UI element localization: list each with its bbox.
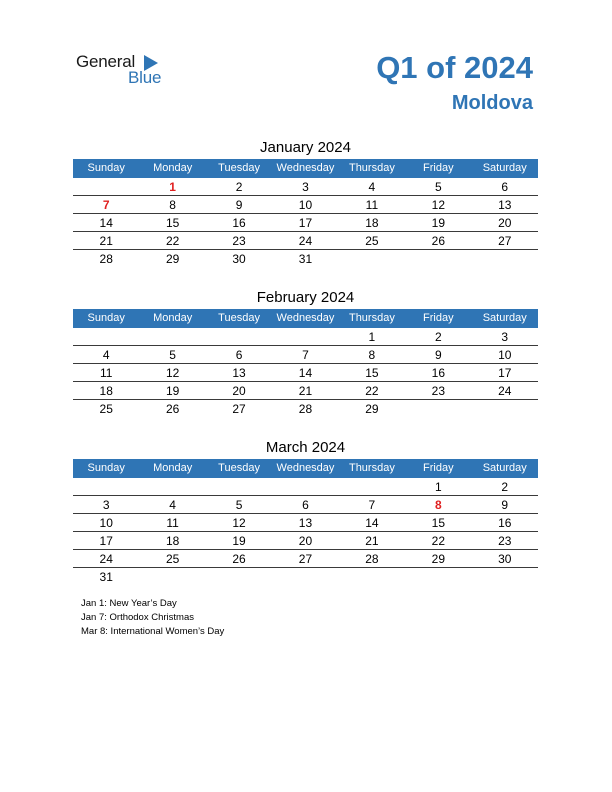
country-name: Moldova bbox=[451, 92, 533, 114]
day-cell: 6 bbox=[235, 348, 243, 362]
day-cell: 17 bbox=[99, 534, 113, 548]
day-cell: 9 bbox=[501, 498, 509, 512]
day-cell: 2 bbox=[235, 180, 243, 194]
day-cell: 8 bbox=[368, 348, 376, 362]
weekday-label: Wednesday bbox=[276, 312, 335, 324]
day-cell: 22 bbox=[365, 384, 379, 398]
day-cell: 28 bbox=[99, 252, 113, 266]
month-february bbox=[73, 287, 538, 417]
day-cell: 10 bbox=[498, 348, 512, 362]
weekday-label: Wednesday bbox=[276, 462, 335, 474]
day-cell: 7 bbox=[302, 348, 309, 362]
day-cell bbox=[472, 250, 538, 267]
day-cell: 27 bbox=[298, 552, 313, 566]
day-cell: 16 bbox=[431, 366, 445, 380]
day-cell: 25 bbox=[165, 552, 180, 566]
day-cell: 26 bbox=[232, 552, 246, 566]
day-cell: 11 bbox=[365, 198, 379, 212]
day-cell: 29 bbox=[365, 402, 379, 416]
month-january bbox=[73, 137, 538, 267]
day-cell bbox=[272, 478, 338, 495]
week-row bbox=[73, 196, 538, 214]
day-cell bbox=[206, 568, 272, 585]
day-cell: 17 bbox=[498, 366, 512, 380]
weekday-label: Sunday bbox=[87, 462, 125, 474]
week-row bbox=[73, 178, 538, 196]
week-row bbox=[73, 514, 538, 532]
day-cell: 21 bbox=[99, 234, 113, 248]
day-cell: 25 bbox=[99, 402, 113, 416]
day-cell: 13 bbox=[498, 198, 512, 212]
holiday-note: Jan 1: New Year’s Day bbox=[81, 598, 177, 609]
day-cell: 12 bbox=[431, 198, 445, 212]
day-cell bbox=[206, 328, 272, 345]
day-cell bbox=[339, 250, 405, 267]
day-cell: 25 bbox=[365, 234, 379, 248]
day-cell: 27 bbox=[232, 402, 246, 416]
day-cell bbox=[73, 328, 139, 345]
week-row bbox=[73, 496, 538, 514]
month-title: March 2024 bbox=[265, 439, 346, 456]
month-title: January 2024 bbox=[260, 139, 351, 156]
day-cell: 4 bbox=[102, 348, 110, 362]
day-cell: 7 bbox=[368, 498, 376, 512]
week-row bbox=[73, 328, 538, 346]
day-cell bbox=[272, 568, 338, 585]
day-cell: 11 bbox=[99, 366, 113, 380]
day-cell: 1 bbox=[169, 180, 176, 194]
day-cell bbox=[206, 478, 272, 495]
weekday-label: Thursday bbox=[348, 162, 395, 174]
weekday-label: Tuesday bbox=[218, 462, 260, 474]
day-cell: 20 bbox=[232, 384, 246, 398]
day-cell: 3 bbox=[501, 330, 509, 344]
weekday-label: Saturday bbox=[482, 162, 527, 174]
day-cell: 21 bbox=[298, 384, 313, 398]
day-cell: 19 bbox=[165, 384, 180, 398]
day-cell: 13 bbox=[232, 366, 246, 380]
day-cell: 18 bbox=[99, 384, 113, 398]
day-cell: 31 bbox=[99, 570, 113, 584]
day-cell: 8 bbox=[434, 498, 442, 512]
day-cell: 18 bbox=[365, 216, 379, 230]
week-row bbox=[73, 532, 538, 550]
day-cell bbox=[73, 178, 139, 195]
day-cell: 29 bbox=[165, 252, 180, 266]
month-march bbox=[73, 437, 538, 585]
day-cell: 14 bbox=[298, 366, 313, 380]
day-cell: 30 bbox=[498, 552, 512, 566]
day-cell: 16 bbox=[232, 216, 246, 230]
day-cell: 1 bbox=[434, 480, 442, 494]
day-cell bbox=[139, 568, 205, 585]
day-cell: 1 bbox=[368, 330, 376, 344]
logo-blue-text: Blue bbox=[128, 68, 162, 87]
weekday-label: Wednesday bbox=[276, 162, 335, 174]
day-cell: 23 bbox=[498, 534, 512, 548]
day-cell: 4 bbox=[368, 180, 376, 194]
weekday-label: Sunday bbox=[87, 312, 125, 324]
week-row bbox=[73, 400, 538, 417]
day-cell: 23 bbox=[232, 234, 246, 248]
day-cell: 10 bbox=[99, 516, 113, 530]
day-cell bbox=[272, 328, 338, 345]
day-cell: 5 bbox=[434, 180, 442, 194]
day-cell bbox=[139, 478, 205, 495]
weekday-label: Saturday bbox=[482, 462, 527, 474]
day-cell: 19 bbox=[431, 216, 445, 230]
day-cell bbox=[73, 478, 139, 495]
day-cell: 27 bbox=[498, 234, 512, 248]
day-cell: 14 bbox=[99, 216, 113, 230]
weekday-label: Saturday bbox=[482, 312, 527, 324]
weekday-label: Tuesday bbox=[218, 312, 260, 324]
day-cell: 15 bbox=[431, 516, 445, 530]
day-cell: 24 bbox=[498, 384, 512, 398]
day-cell: 26 bbox=[165, 402, 180, 416]
week-row bbox=[73, 568, 538, 585]
day-cell: 2 bbox=[501, 480, 509, 494]
week-row bbox=[73, 250, 538, 267]
week-row bbox=[73, 550, 538, 568]
day-cell: 31 bbox=[298, 252, 313, 266]
weekday-label: Monday bbox=[153, 312, 193, 324]
day-cell: 24 bbox=[99, 552, 113, 566]
day-cell: 28 bbox=[365, 552, 379, 566]
day-cell: 8 bbox=[169, 198, 176, 212]
day-cell: 21 bbox=[365, 534, 379, 548]
day-cell: 26 bbox=[431, 234, 445, 248]
week-row bbox=[73, 382, 538, 400]
day-cell: 12 bbox=[232, 516, 246, 530]
day-cell: 18 bbox=[165, 534, 180, 548]
day-cell bbox=[405, 400, 471, 417]
day-cell: 29 bbox=[431, 552, 445, 566]
day-cell: 15 bbox=[165, 216, 180, 230]
holiday-note: Jan 7: Orthodox Christmas bbox=[81, 612, 194, 623]
day-cell: 5 bbox=[169, 348, 176, 362]
day-cell: 22 bbox=[165, 234, 180, 248]
day-cell bbox=[339, 478, 405, 495]
day-cell bbox=[139, 328, 205, 345]
weekday-header bbox=[73, 159, 538, 178]
logo-general-text: General bbox=[76, 52, 136, 71]
weekday-label: Sunday bbox=[87, 162, 125, 174]
day-cell: 6 bbox=[302, 498, 309, 512]
day-cell: 20 bbox=[298, 534, 313, 548]
day-cell: 3 bbox=[102, 498, 110, 512]
holiday-note: Mar 8: International Women’s Day bbox=[81, 626, 225, 637]
day-cell: 30 bbox=[232, 252, 246, 266]
month-title: February 2024 bbox=[256, 289, 355, 306]
day-cell bbox=[472, 400, 538, 417]
weekday-header bbox=[73, 459, 538, 478]
day-cell: 2 bbox=[434, 330, 442, 344]
day-cell: 9 bbox=[235, 198, 243, 212]
weekday-label: Friday bbox=[423, 162, 454, 174]
day-cell bbox=[405, 568, 471, 585]
weekday-label: Monday bbox=[153, 462, 193, 474]
holiday-notes bbox=[81, 597, 224, 639]
week-row bbox=[73, 214, 538, 232]
day-cell: 20 bbox=[498, 216, 512, 230]
day-cell: 14 bbox=[365, 516, 379, 530]
week-row bbox=[73, 232, 538, 250]
day-cell: 28 bbox=[298, 402, 313, 416]
day-cell bbox=[405, 250, 471, 267]
day-cell: 17 bbox=[298, 216, 313, 230]
weekday-label: Tuesday bbox=[218, 162, 260, 174]
week-row bbox=[73, 346, 538, 364]
week-row bbox=[73, 364, 538, 382]
day-cell: 5 bbox=[235, 498, 243, 512]
day-cell: 3 bbox=[302, 180, 309, 194]
day-cell: 4 bbox=[169, 498, 176, 512]
day-cell bbox=[339, 568, 405, 585]
weekday-label: Thursday bbox=[348, 462, 395, 474]
day-cell: 6 bbox=[501, 180, 509, 194]
weekday-header bbox=[73, 309, 538, 328]
day-cell: 7 bbox=[102, 198, 110, 212]
weekday-label: Friday bbox=[423, 462, 454, 474]
day-cell bbox=[472, 568, 538, 585]
weekday-label: Monday bbox=[153, 162, 193, 174]
day-cell: 11 bbox=[166, 516, 179, 530]
day-cell: 23 bbox=[431, 384, 445, 398]
day-cell: 16 bbox=[498, 516, 512, 530]
day-cell: 10 bbox=[298, 198, 313, 212]
week-row bbox=[73, 478, 538, 496]
day-cell: 24 bbox=[298, 234, 313, 248]
weekday-label: Friday bbox=[423, 312, 454, 324]
day-cell: 13 bbox=[298, 516, 313, 530]
day-cell: 19 bbox=[232, 534, 246, 548]
weekday-label: Thursday bbox=[348, 312, 395, 324]
day-cell: 22 bbox=[431, 534, 445, 548]
day-cell: 9 bbox=[434, 348, 442, 362]
day-cell: 12 bbox=[165, 366, 180, 380]
logo bbox=[76, 52, 186, 92]
day-cell: 15 bbox=[365, 366, 379, 380]
page-title: Q1 of 2024 bbox=[376, 50, 533, 85]
